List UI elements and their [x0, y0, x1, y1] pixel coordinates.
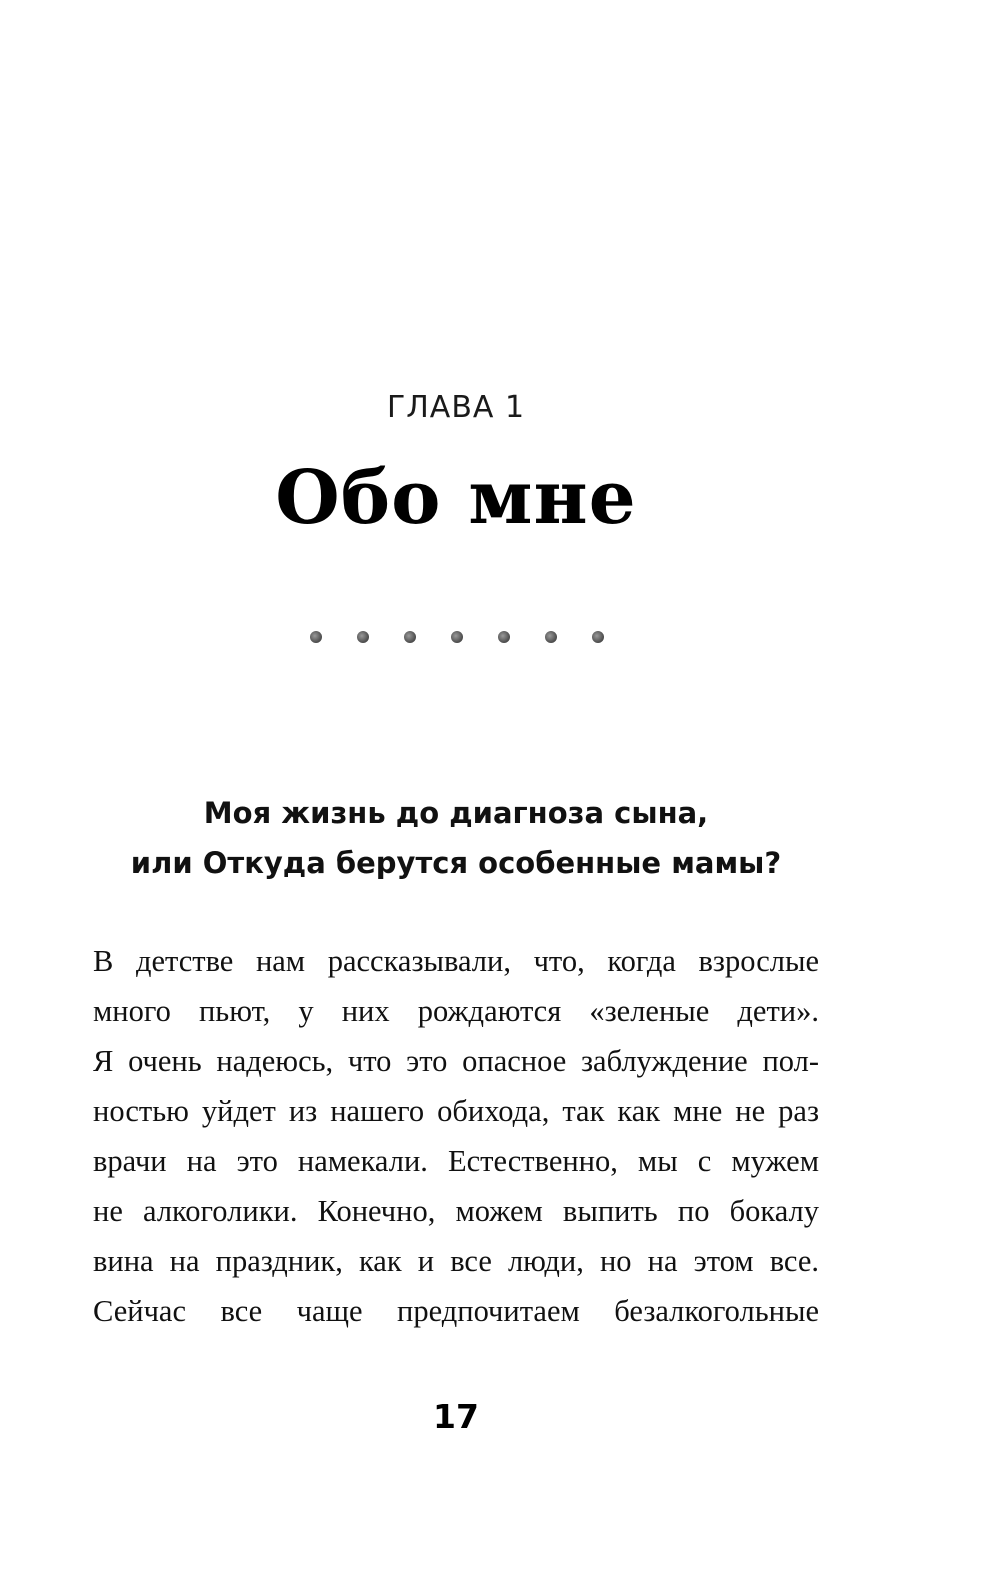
section-heading: [0, 788, 912, 888]
body-line: Я очень надеюсь, что это опасное заблуждение пол-: [93, 1044, 819, 1078]
ornament-dot-icon: [310, 631, 322, 643]
body-line: не алкоголики. Конечно, можем выпить по бокалу: [93, 1194, 819, 1228]
body-line: врачи на это намекали. Естественно, мы с мужем: [93, 1144, 819, 1178]
ornament-dot-icon: [404, 631, 416, 643]
ornament-dot-icon: [498, 631, 510, 643]
ornament-divider: [310, 629, 604, 645]
section-heading-line: Моя жизнь до диагноза сына,: [203, 796, 709, 830]
body-line: вина на праздник, как и все люди, но на этом все.: [93, 1244, 819, 1278]
ornament-dot-icon: [545, 631, 557, 643]
section-heading-line: или Откуда берутся особенные мамы?: [130, 846, 782, 880]
body-line: много пьют, у них рождаются «зеленые дети».: [93, 994, 819, 1028]
chapter-label: ГЛАВА 1: [386, 390, 526, 425]
body-line: Сейчас все чаще предпочитаем безалкогольные: [93, 1294, 819, 1328]
ornament-dot-icon: [451, 631, 463, 643]
page-number: 17: [433, 1397, 479, 1436]
body-line: В детстве нам рассказывали, что, когда взрослые: [93, 944, 819, 978]
ornament-dot-icon: [592, 631, 604, 643]
ornament-dot-icon: [357, 631, 369, 643]
chapter-title: Обо мне: [275, 455, 637, 541]
body-line: ностью уйдет из нашего обихода, так как мне не раз: [93, 1094, 819, 1128]
body-paragraph: [93, 936, 819, 1336]
